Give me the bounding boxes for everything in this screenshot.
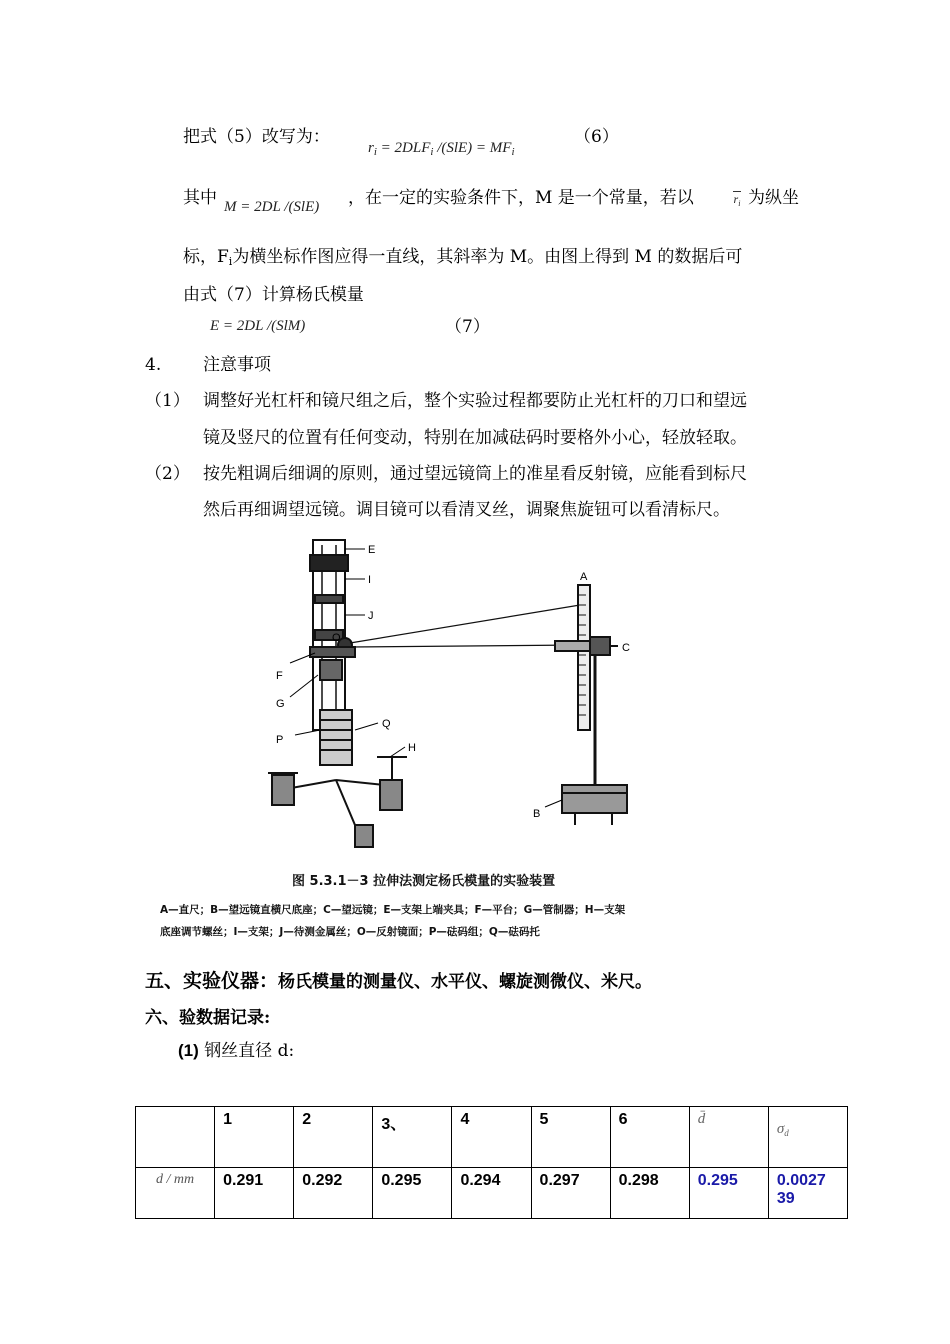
table-header-cell: 2 [294, 1107, 373, 1168]
formula-6 [368, 140, 515, 158]
label-C: C [622, 642, 630, 654]
eq-number-7: （7） [445, 317, 490, 337]
table-cell: 0.291 [215, 1168, 294, 1219]
para-compute: 由式（7）计算杨氏模量 [183, 285, 364, 305]
table-cell-sigma [768, 1168, 847, 1219]
table-header-sigma [768, 1107, 847, 1168]
label-G: G [276, 698, 285, 710]
r-symbol: r [733, 192, 739, 206]
apparatus-figure [150, 535, 770, 945]
figure-labels [276, 544, 630, 820]
section-5 [145, 966, 652, 993]
table-header-mean: d̄ [689, 1107, 768, 1168]
para-axis-a: 标，F [183, 247, 229, 267]
para-rewrite [183, 126, 330, 148]
top-clamp [310, 555, 348, 571]
label-P: P [276, 734, 284, 746]
label-O: O [332, 632, 341, 644]
weight-stack [320, 710, 352, 765]
light-ray-upper [350, 605, 580, 643]
note-1-num: （1） [145, 391, 190, 411]
sigma-symbol: σ [776, 1121, 785, 1137]
sigma-value-line1: 0.0027 [776, 1172, 826, 1189]
section-5-title: 五、实验仪器： [145, 970, 279, 992]
sigma-value-line2: 39 [776, 1190, 795, 1207]
figure-legend-line1: A—直尺；B—望远镜直横尺底座；C—望远镜；E—支架上端夹具；F—平台；G—管制器；H—支架 [160, 904, 626, 916]
table-header-row [136, 1107, 848, 1168]
table-header-cell: 1 [215, 1107, 294, 1168]
platform [310, 647, 355, 657]
table-cell: 0.297 [531, 1168, 610, 1219]
label-I: I [368, 574, 372, 586]
subsection-1 [178, 1040, 294, 1062]
note-2-num: （2） [145, 464, 190, 484]
formula-7: E = 2DL /(SlM) [210, 318, 306, 334]
para-axis-b: 为横坐标作图应得一直线，其斜率为 M。由图上得到 M 的数据后可 [232, 247, 743, 267]
para-where-lead: 其中 [183, 188, 217, 208]
notes-title: 注意事项 [203, 355, 271, 375]
formula-m: M = 2DL /(SlE) [224, 199, 320, 215]
table-row-label: d / mm [136, 1168, 215, 1219]
table-header-cell: 3、 [373, 1107, 452, 1168]
table-header-cell: 5 [531, 1107, 610, 1168]
note-2-line1: 按先粗调后细调的原则，通过望远镜筒上的准星看反射镜，应能看到标尺 [203, 464, 747, 484]
note-2-line2: 然后再细调望远镜。调目镜可以看清叉丝，调聚焦旋钮可以看清标尺。 [203, 500, 730, 520]
formula-6-end-sub: i [511, 146, 515, 158]
label-H: H [408, 742, 416, 754]
label-B: B [533, 808, 541, 820]
label-Q: Q [382, 718, 391, 730]
label-A: A [580, 571, 588, 583]
label-E: E [368, 544, 376, 556]
notes-number: 4. [145, 355, 162, 375]
para-where-tail: 为纵坐 [748, 188, 799, 208]
subsection-1-text: 钢丝直径 d: [204, 1041, 295, 1061]
table-cell: 0.292 [294, 1168, 373, 1219]
table-row [136, 1168, 848, 1219]
scale-ruler [578, 585, 590, 730]
table-header-cell: 4 [452, 1107, 531, 1168]
label-J: J [368, 610, 374, 622]
label-F: F [276, 670, 283, 682]
table-header-cell: 6 [610, 1107, 689, 1168]
note-1-line2: 镜及竖尺的位置有任何变动，特别在加减砝码时要格外小心，轻放轻取。 [203, 428, 747, 448]
note-1-line1: 调整好光杠杆和镜尺组之后，整个实验过程都要防止光杠杆的刀口和望远 [203, 391, 747, 411]
section-6-title: 六、验数据记录: [145, 1008, 271, 1028]
telescope-base [562, 785, 627, 813]
diameter-table [135, 1106, 848, 1219]
table-cell: 0.294 [452, 1168, 531, 1219]
r-symbol-sub: i [738, 199, 741, 208]
table-cell: 0.298 [610, 1168, 689, 1219]
subsection-1-num: (1) [178, 1041, 199, 1060]
table-cell: 0.295 [373, 1168, 452, 1219]
formula-6-r: r [368, 140, 374, 156]
para-axis-sub: i [228, 255, 233, 268]
formula-6-mid-sub: i [430, 146, 434, 158]
formula-6-end: /(SlE) = MF [433, 140, 512, 156]
para-axis [183, 246, 742, 273]
table-header-cell [136, 1107, 215, 1168]
sigma-sub: d [784, 1128, 789, 1138]
figure-caption: 图 5.3.1－3 拉伸法测定杨氏模量的实验装置 [292, 874, 556, 889]
para-where-text: ，在一定的实验条件下，M 是一个常量，若以 [348, 188, 694, 208]
r-overbar-symbol [733, 191, 741, 209]
formula-6-r-sub: i [373, 146, 377, 158]
para-rewrite-text: 把式（5）改写为： [183, 127, 330, 147]
section-5-content: 杨氏模量的测量仪、水平仪、螺旋测微仪、米尺。 [278, 972, 653, 992]
formula-6-mid: = 2DLF [376, 140, 431, 156]
figure-legend-line2: 底座调节螺丝；I—支架；J—待测金属丝；O—反射镜面；P—砝码组；Q—砝码托 [160, 926, 540, 938]
table-cell-mean: 0.295 [689, 1168, 768, 1219]
eq-number-6: （6） [574, 127, 619, 147]
